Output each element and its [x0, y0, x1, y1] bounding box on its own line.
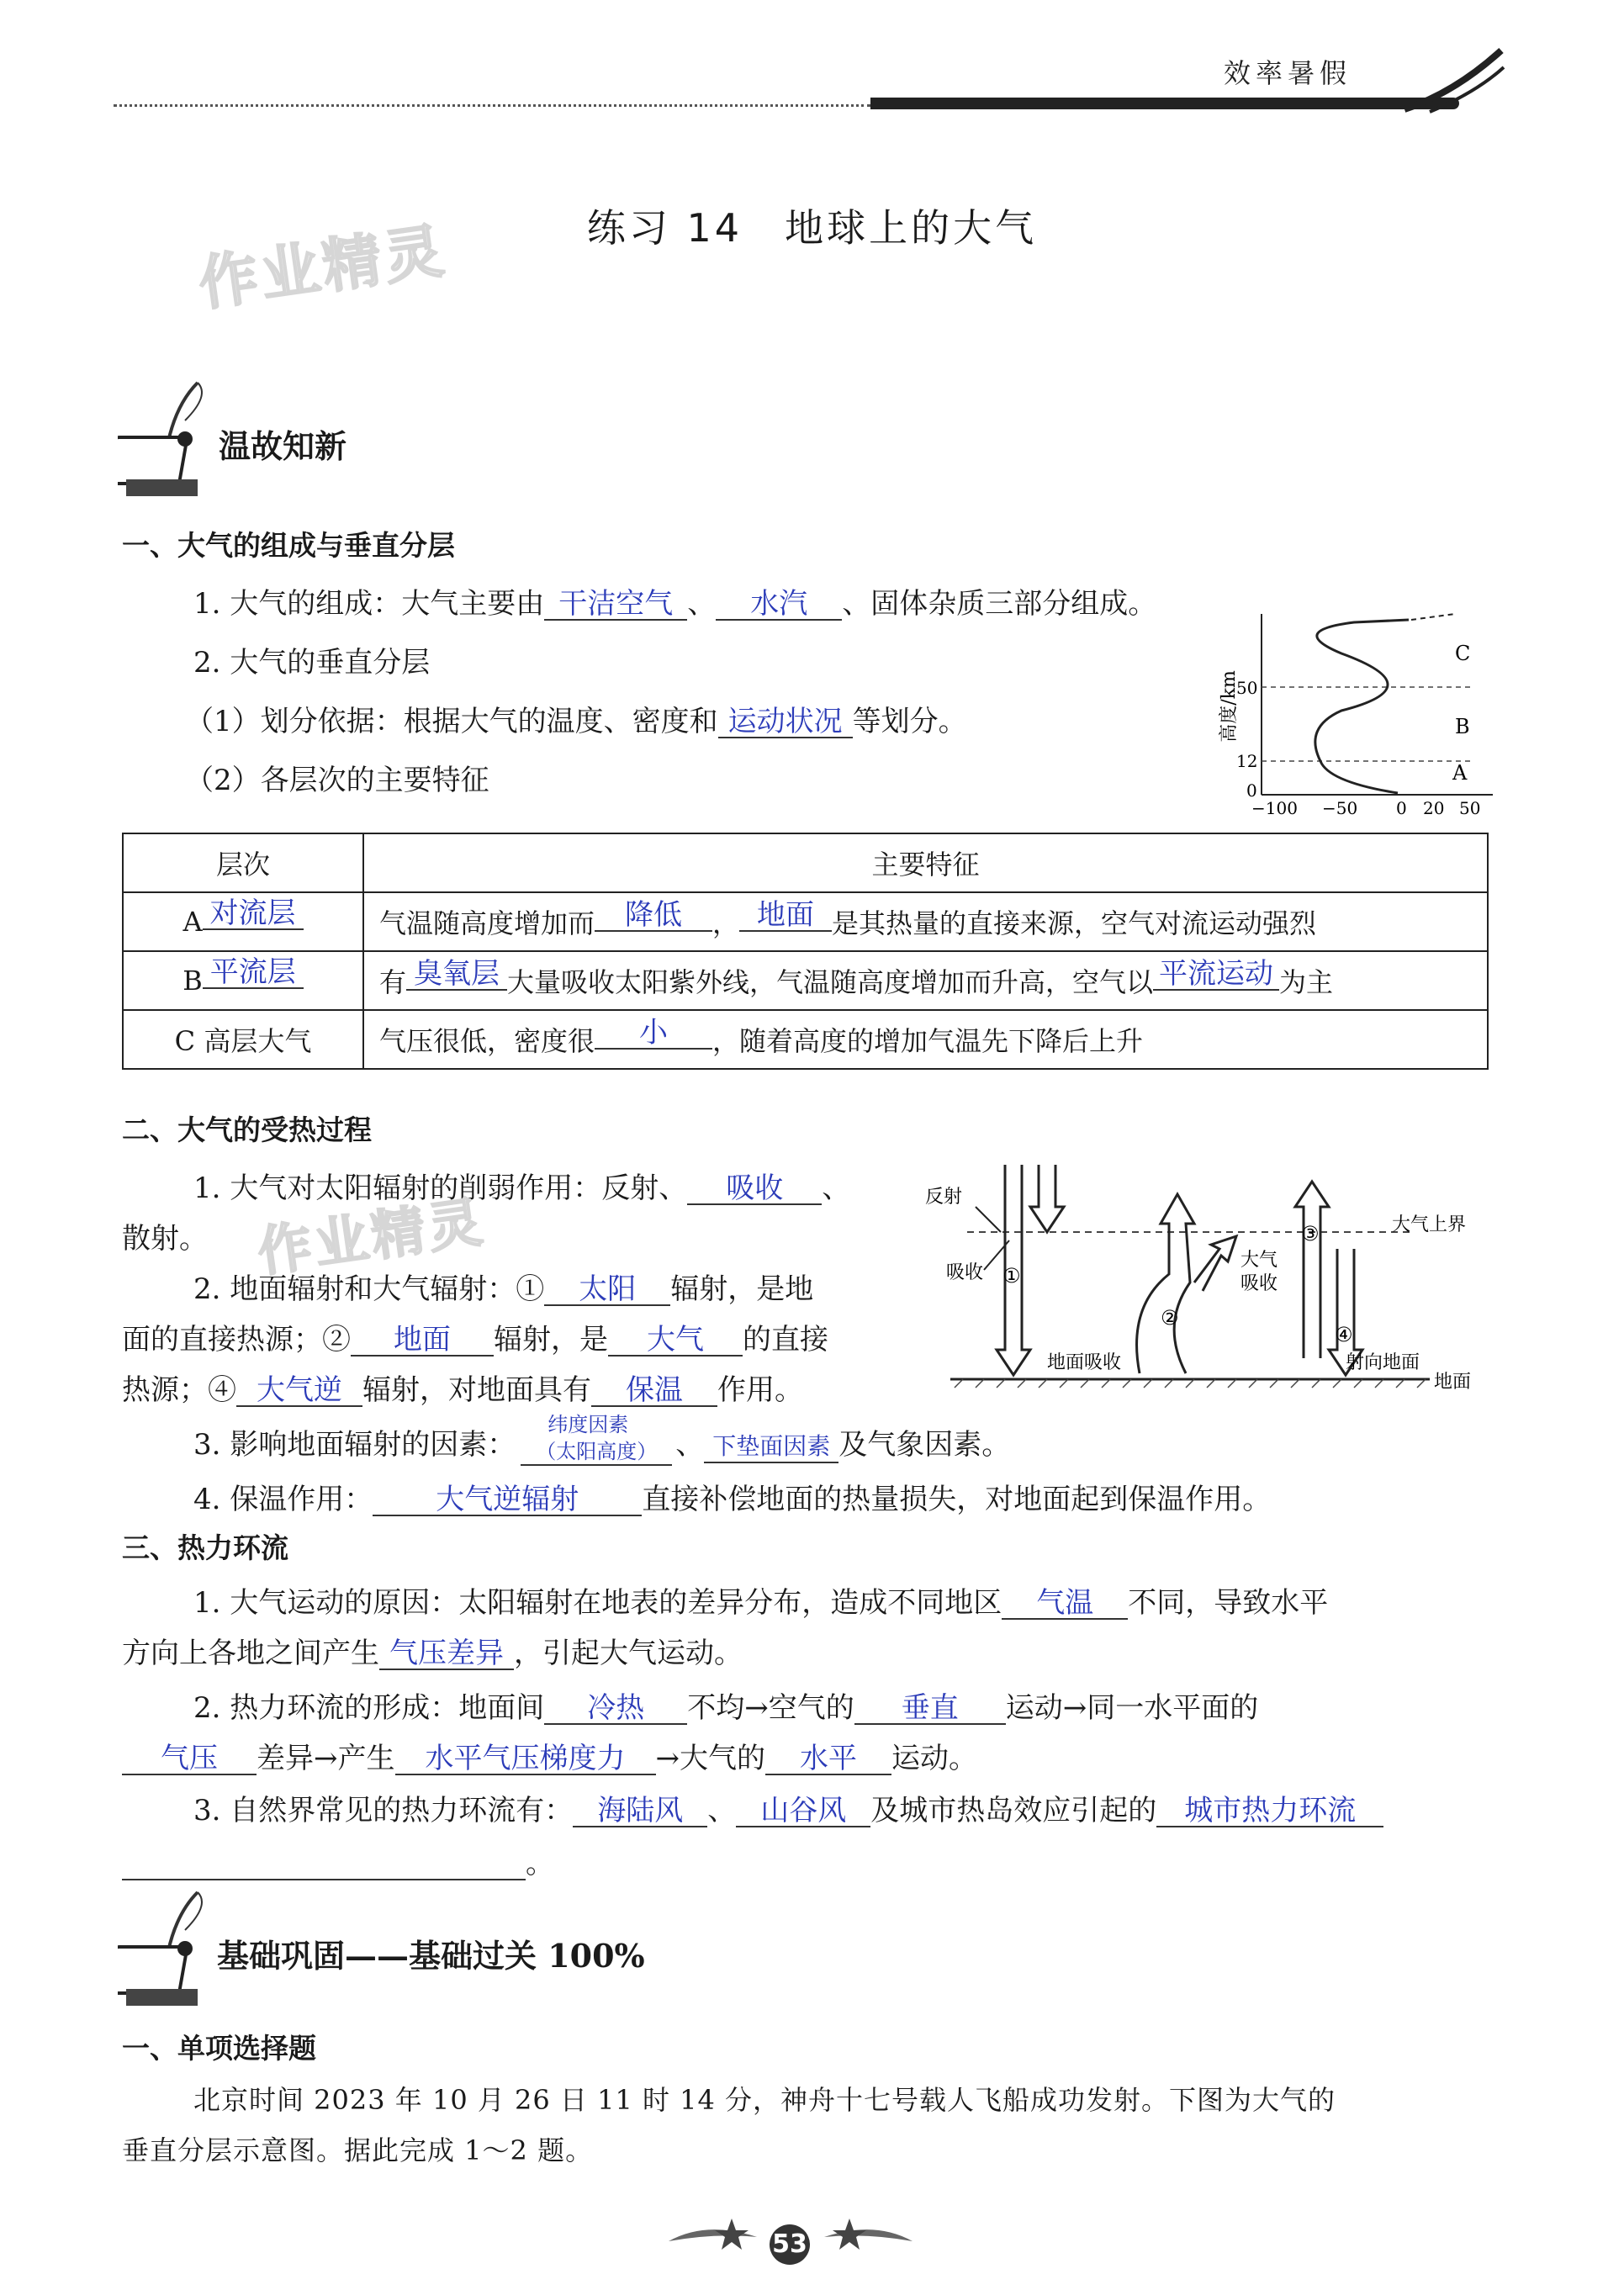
table-cell: [363, 1010, 1488, 1069]
answer-blank: 海陆风: [573, 1796, 707, 1827]
altitude-temperature-chart: [1203, 601, 1497, 820]
label-atm-absorb-2: 吸收: [1240, 1273, 1278, 1294]
layer-label: A: [183, 905, 203, 938]
cell-text: ，: [712, 907, 740, 939]
answer-blank: 城市热力环流: [1156, 1796, 1383, 1827]
chart-xtick: 50: [1459, 798, 1481, 818]
answer-blank: 冷热: [544, 1693, 687, 1725]
part3-q2-line1: [193, 1684, 1258, 1726]
table-cell: [123, 951, 363, 1010]
answer-blank: 吸收: [687, 1173, 822, 1205]
part3-q1-l1-suffix: 不同，导致水平: [1128, 1586, 1329, 1620]
chart-ylabel: 高度/km: [1219, 670, 1240, 743]
page-number: 53: [770, 2224, 810, 2265]
part2-q3-suffix: 及气象因素。: [838, 1428, 1011, 1462]
part2-heading: 二、大气的受热过程: [122, 1113, 372, 1146]
part2-q1-suffix: 、: [822, 1171, 851, 1205]
answer-blank: 对流层: [203, 898, 304, 930]
part1-q2: 2. 大气的垂直分层: [193, 646, 431, 680]
layer-label: B: [183, 964, 203, 997]
part3-q1-line1: [193, 1579, 1328, 1621]
part2-q4-prefix: 4. 保温作用：: [193, 1483, 373, 1516]
part1-q1-prefix: 1. 大气的组成：大气主要由: [193, 587, 545, 621]
part2-q4-suffix: 直接补偿地面的热量损失，对地面起到保温作用。: [642, 1483, 1272, 1516]
table-cell: [363, 892, 1488, 951]
part2-q2-l3-prefix: 热源；④: [122, 1373, 236, 1407]
answer-blank: 地面: [739, 900, 832, 932]
part2-q2-line2: [122, 1316, 828, 1357]
part2-q2-l3-suffix: 作用。: [717, 1373, 803, 1407]
part2-q1-line2: 散射。: [122, 1222, 208, 1256]
answer-blank: 大气逆辐射: [373, 1484, 642, 1516]
answer-blank: 小: [595, 1018, 712, 1050]
answer-blank: 大气逆: [236, 1375, 362, 1407]
chart-ytick: 0: [1246, 780, 1257, 801]
table-row: [123, 1010, 1488, 1069]
chart-label-a: A: [1452, 761, 1468, 785]
table-cell: [363, 951, 1488, 1010]
table-cell: C 高层大气: [123, 1010, 363, 1069]
part2-q2-l2-prefix: 面的直接热源；②: [122, 1323, 351, 1357]
part2-q1: [193, 1165, 850, 1206]
section-title-basics: 基础巩固——基础过关 100%: [217, 1937, 645, 1975]
label-to-ground: 射向地面: [1346, 1352, 1420, 1373]
part3-q1-line2: [122, 1630, 743, 1671]
marker-4: ④: [1335, 1323, 1353, 1346]
chart-label-c: C: [1455, 642, 1471, 665]
part1-q2-2: （2）各层次的主要特征: [185, 764, 489, 797]
label-ground-absorb: 地面吸收: [1047, 1352, 1122, 1373]
table-row: [123, 833, 1488, 892]
cell-text: 大量吸收太阳紫外线，气温随高度增加而升高，空气以: [507, 966, 1154, 998]
part1-q2-1: [185, 698, 967, 739]
part3-q2-l2-suffix: 运动。: [891, 1742, 977, 1775]
answer-blank: （太阳高度）: [521, 1435, 672, 1466]
marker-1: ①: [1002, 1264, 1021, 1288]
cell-text: 气温随高度增加而: [379, 907, 595, 939]
cell-text: 为主: [1279, 966, 1334, 998]
book-quill-icon: [118, 1888, 214, 2014]
book-quill-icon: [118, 378, 214, 505]
page-title: 练习 14 地球上的大气: [586, 205, 1038, 251]
answer-blank: 地面: [351, 1325, 494, 1357]
answer-blank: 水汽: [716, 589, 842, 621]
answer-blank: 太阳: [544, 1274, 670, 1306]
cell-text: 气压很低，密度很: [379, 1025, 595, 1057]
cell-text: 有: [379, 966, 407, 998]
chart-xtick: 0: [1396, 798, 1407, 818]
part3-q1-l2-prefix: 方向上各地之间产生: [122, 1637, 379, 1670]
part3-q3-end-mark: 。: [526, 1847, 554, 1880]
chart-ytick: 50: [1236, 678, 1258, 698]
answer-blank: 平流层: [203, 957, 304, 989]
part1-q1-suffix: 、固体杂质三部分组成。: [842, 587, 1157, 621]
part2-q3-prefix: 3. 影响地面辐射的因素：: [193, 1428, 516, 1462]
answer-blank: 气压: [122, 1743, 257, 1775]
answer-blank: 干洁空气: [544, 589, 687, 621]
part1-q1-sep: 、: [687, 587, 717, 621]
cell-text: 是其热量的直接来源，空气对流运动强烈: [832, 907, 1317, 939]
chart-ytick: 12: [1236, 751, 1258, 771]
answer-blank: 下垫面因素: [704, 1431, 838, 1463]
watermark: 作业精灵: [254, 1191, 489, 1285]
answer-blank: 平流运动: [1153, 959, 1279, 991]
part3-q2-l2-mid2: →大气的: [655, 1742, 765, 1775]
left-star-ornament-icon: [664, 2212, 765, 2262]
label-reflect: 反射: [925, 1187, 963, 1208]
layers-table: [122, 833, 1489, 1070]
part2-q2-l2-suffix: 的直接: [743, 1323, 828, 1357]
part1-q2-1-prefix: （1）划分依据：根据大气的温度、密度和: [185, 705, 718, 738]
label-top-boundary: 大气上界: [1392, 1214, 1467, 1235]
part2-q2-l1-suffix: 辐射，是地: [670, 1272, 814, 1306]
part2-q2-l3-mid: 辐射，对地面具有: [362, 1373, 591, 1407]
part3-q2-l1-mid: 不均→空气的: [687, 1691, 854, 1725]
chart-label-b: B: [1455, 715, 1470, 738]
part3-q2-l1-suffix: 运动→同一水平面的: [1005, 1691, 1259, 1725]
part3-q2-line2: [122, 1735, 977, 1776]
cell-text: ，随着高度的增加气温先下降后上升: [712, 1025, 1144, 1057]
part2-q2-l2-mid: 辐射，是: [494, 1323, 608, 1357]
table-row: [123, 951, 1488, 1010]
part3-q3-mid: 及城市热岛效应引起的: [870, 1794, 1157, 1827]
section-title-review: 温故知新: [219, 427, 347, 465]
answer-blank: 气压差异: [379, 1638, 514, 1670]
part3-q2-l2-mid1: 差异→产生: [257, 1742, 395, 1775]
part3-heading: 三、热力环流: [122, 1531, 288, 1564]
answer-blank: 运动状况: [718, 706, 853, 738]
right-star-ornament-icon: [816, 2212, 917, 2262]
answer-blank: 大气: [608, 1325, 743, 1357]
part3-q3: [193, 1787, 1383, 1828]
header-title: 效率暑假: [1224, 57, 1352, 89]
table-row: [123, 892, 1488, 951]
header-swoosh-icon: [1396, 46, 1505, 114]
answer-blank: 降低: [595, 900, 712, 932]
part3-q3-sep: 、: [707, 1794, 737, 1827]
answer-blank: 水平气压梯度力: [395, 1743, 656, 1775]
part3-q1-l2-suffix: ，引起大气运动。: [514, 1637, 743, 1670]
part2-q2-line1: [193, 1266, 813, 1307]
chart-xtick: −50: [1322, 798, 1358, 818]
marker-2: ②: [1161, 1306, 1179, 1330]
part1-q2-1-suffix: 等划分。: [852, 705, 967, 738]
part4-paragraph-line2: 垂直分层示意图。据此完成 1～2 题。: [122, 2134, 594, 2166]
part4-heading: 一、单项选择题: [122, 2032, 316, 2065]
answer-blank-empty: [122, 1848, 526, 1880]
watermark: 作业精灵: [194, 215, 452, 320]
part2-q2-l1-prefix: 2. 地面辐射和大气辐射：①: [193, 1272, 545, 1306]
answer-blank: 保温: [591, 1375, 717, 1407]
part2-q2-line3: [122, 1367, 803, 1408]
part4-paragraph-line1: 北京时间 2023 年 10 月 26 日 11 时 14 分，神舟十七号载人飞船成功发射。下图为大气的: [193, 2084, 1336, 2116]
part1-heading: 一、大气的组成与垂直分层: [122, 529, 455, 562]
chart-xtick: 20: [1423, 798, 1445, 818]
part3-q3-prefix: 3. 自然界常见的热力环流有：: [193, 1794, 574, 1827]
answer-top: 纬度因素: [548, 1413, 629, 1436]
part2-q1-prefix: 1. 大气对太阳辐射的削弱作用：反射、: [193, 1171, 688, 1205]
stacked-answer: [516, 1413, 675, 1463]
part2-q3: [193, 1413, 1011, 1463]
part3-q1-l1-prefix: 1. 大气运动的原因：太阳辐射在地表的差异分布，造成不同地区: [193, 1586, 1002, 1620]
atmosphere-heating-diagram: [917, 1156, 1497, 1400]
part1-q1: [193, 580, 1156, 621]
answer-blank: 水平: [765, 1743, 891, 1775]
answer-blank: 气温: [1002, 1588, 1128, 1620]
chart-xtick: −100: [1251, 798, 1298, 818]
marker-3: ③: [1301, 1222, 1320, 1245]
part3-q2-l1-prefix: 2. 热力环流的形成：地面间: [193, 1691, 545, 1725]
header-divider: [114, 104, 870, 107]
part2-q3-sep: 、: [675, 1428, 705, 1462]
label-ground: 地面: [1434, 1372, 1472, 1393]
answer-blank: 山谷风: [736, 1796, 870, 1827]
table-head-layer: 层次: [123, 833, 363, 892]
header-bar: [870, 98, 1459, 109]
answer-blank: 垂直: [854, 1693, 1006, 1725]
part2-q4: [193, 1476, 1271, 1517]
label-absorb: 吸收: [946, 1262, 984, 1283]
table-cell: [123, 892, 363, 951]
table-head-feature: 主要特征: [363, 833, 1488, 892]
answer-blank: 臭氧层: [406, 959, 507, 991]
part3-q3-end: [122, 1840, 554, 1881]
label-atm-absorb-1: 大气: [1240, 1250, 1278, 1271]
